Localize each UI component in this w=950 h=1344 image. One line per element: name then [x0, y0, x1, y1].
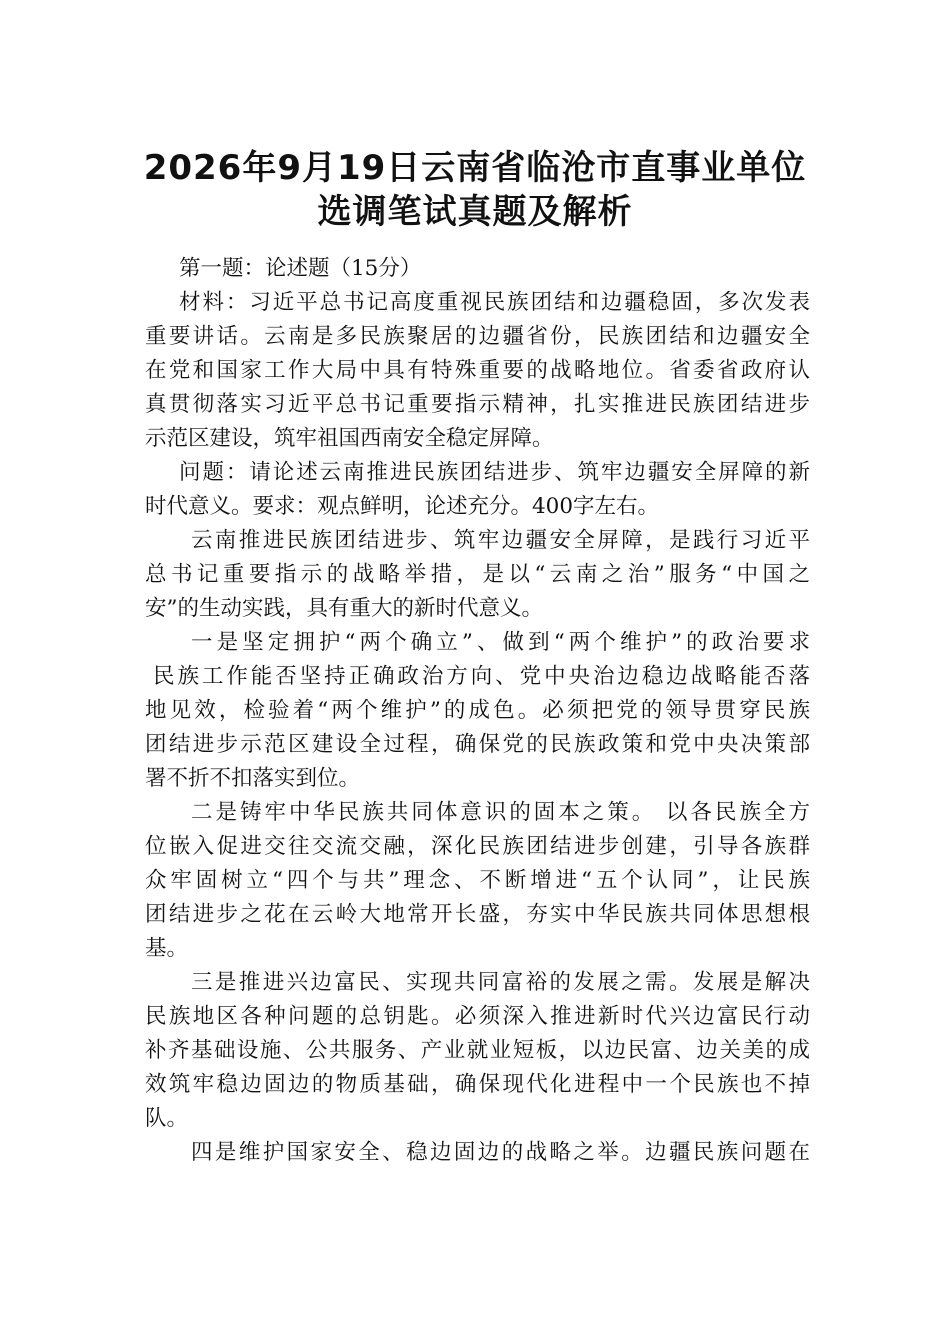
body-text-line: 团结进步之花在云岭大地常开长盛，夯实中华民族共同体思想根	[145, 902, 810, 927]
body-text-line: 问题：请论述云南推进民族团结进步、筑牢边疆安全屏障的新	[179, 460, 810, 485]
body-text-line: 效筑牢稳边固边的物质基础，确保现代化进程中一个民族也不掉	[145, 1072, 810, 1097]
body-text-line: 基。	[145, 936, 189, 961]
body-text-line: 重要讲话。云南是多民族聚居的边疆省份，民族团结和边疆安全	[145, 324, 810, 349]
body-text-line: 位嵌入促进交往交流交融，深化民族团结进步创建，引导各族群	[145, 834, 810, 859]
body-text-line: 示范区建设，筑牢祖国西南安全稳定屏障。	[145, 426, 554, 451]
body-text-line: 材料：习近平总书记高度重视民族团结和边疆稳固，多次发表	[179, 290, 810, 315]
document-title-line-1: 2026年9月19日云南省临沧市直事业单位	[143, 148, 807, 188]
body-text-line: 二是铸牢中华民族共同体意识的固本之策。 以各民族全方	[191, 800, 810, 825]
body-text-line: 总书记重要指示的战略举措，是以“云南之治”服务“中国之	[145, 562, 810, 587]
body-text-line: 在党和国家工作大局中具有特殊重要的战略地位。省委省政府认	[145, 358, 810, 383]
body-text-line: 补齐基础设施、公共服务、产业就业短板，以边民富、边关美的成	[145, 1038, 810, 1063]
body-text-line: 团结进步示范区建设全过程，确保党的民族政策和党中央决策部	[145, 732, 810, 757]
body-text-line: 署不折不扣落实到位。	[145, 766, 361, 791]
document-title-line-2: 选调笔试真题及解析	[317, 192, 633, 232]
body-text-line: 队。	[145, 1106, 189, 1131]
body-text-line: 时代意义。要求：观点鲜明，论述充分。400字左右。	[145, 494, 660, 519]
body-text-line: 云南推进民族团结进步、筑牢边疆安全屏障，是践行习近平	[191, 528, 810, 553]
body-text-line: 民族工作能否坚持正确政治方向、党中央治边稳边战略能否落	[153, 664, 810, 689]
body-text-line: 一是坚定拥护“两个确立”、做到“两个维护”的政治要求	[191, 630, 810, 655]
body-text-line: 第一题：论述题（15分）	[179, 256, 422, 281]
body-text-line: 四是维护国家安全、稳边固边的战略之举。边疆民族问题在	[191, 1140, 810, 1165]
body-text-line: 真贯彻落实习近平总书记重要指示精神，扎实推进民族团结进步	[145, 392, 810, 417]
body-text-line: 地见效，检验着“两个维护”的成色。必须把党的领导贯穿民族	[145, 698, 810, 723]
body-text-line: 民族地区各种问题的总钥匙。必须深入推进新时代兴边富民行动	[145, 1004, 810, 1029]
body-text-line: 安”的生动实践，具有重大的新时代意义。	[145, 596, 543, 621]
body-text-line: 三是推进兴边富民、实现共同富裕的发展之需。发展是解决	[191, 970, 810, 995]
body-text-line: 众牢固树立“四个与共”理念、不断增进“五个认同”，让民族	[145, 868, 810, 893]
